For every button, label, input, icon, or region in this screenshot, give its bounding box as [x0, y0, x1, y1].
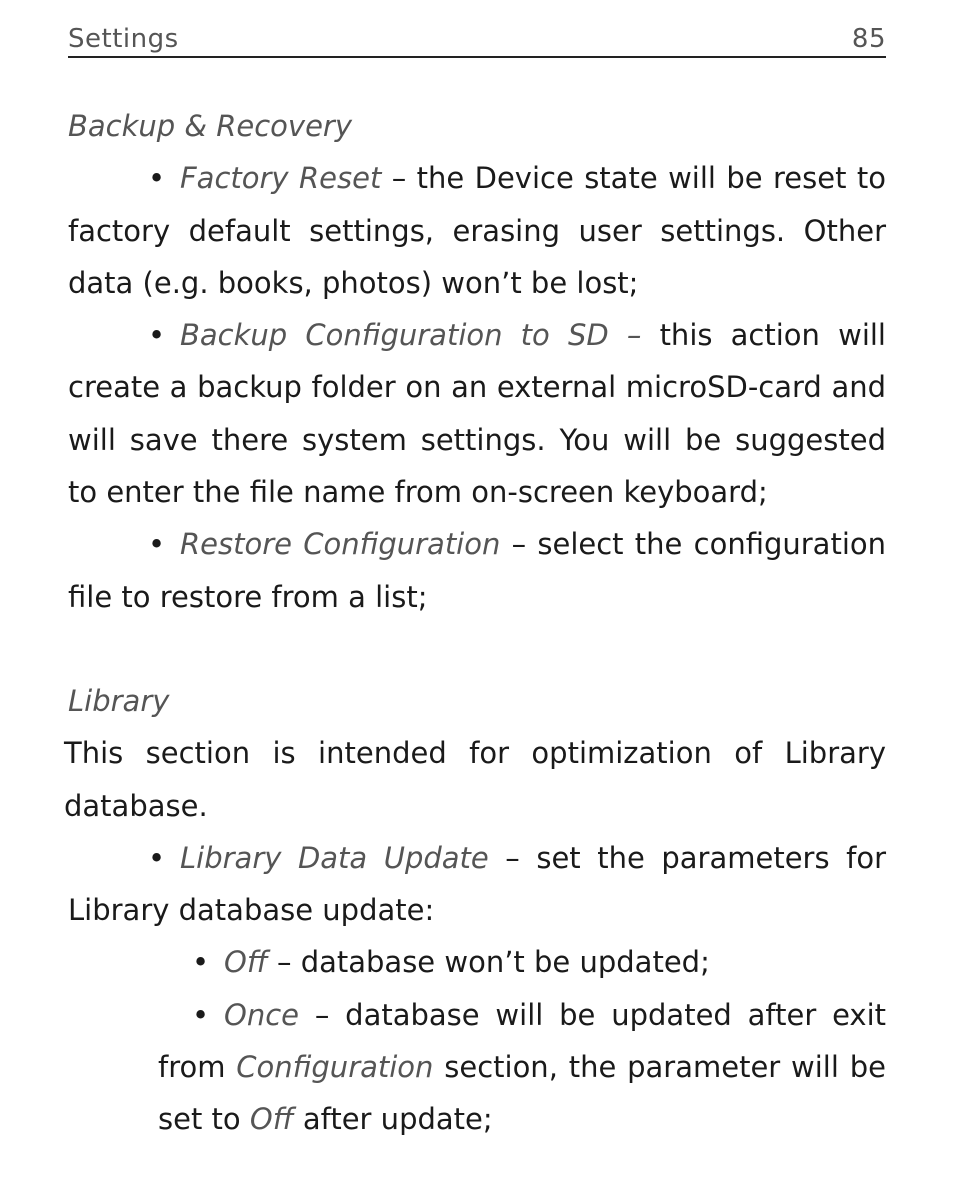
- list-item-library-data-update: [68, 832, 886, 937]
- bullet-icon: •: [148, 318, 166, 353]
- term-once: Once: [224, 997, 299, 1032]
- library-intro: This section is intended for optimization of Library database.: [64, 736, 886, 823]
- description-once-b: section, the parameter will be set to: [158, 1050, 886, 1137]
- bullet-icon: •: [192, 997, 210, 1032]
- term-off: Off: [224, 945, 268, 980]
- header-section-title: Settings: [68, 24, 179, 54]
- list-item-restore-configuration: [68, 518, 886, 623]
- section-heading-backup: Backup & Recovery: [68, 109, 353, 143]
- term-restore-configuration: Restore Configuration: [180, 527, 501, 562]
- term-backup-configuration: Backup Configuration to SD –: [180, 318, 642, 353]
- term-factory-reset: Factory Reset: [180, 161, 382, 196]
- term-library-data-update: Library Data Update: [180, 840, 489, 875]
- bullet-icon: •: [148, 527, 166, 562]
- list-item-factory-reset: [68, 152, 886, 309]
- bullet-icon: •: [148, 840, 166, 875]
- page-content: [64, 100, 886, 1146]
- manual-page: [64, 0, 886, 1185]
- description-off: – database won’t be updated;: [267, 945, 710, 980]
- list-item-backup-configuration: [68, 309, 886, 518]
- description-restore-configuration: – select the configuration file to restore from a list;: [68, 527, 886, 614]
- description-library-data-update: – set the parameters for Library database update:: [68, 840, 886, 928]
- sub-item-off: [158, 936, 886, 988]
- sub-item-once: [158, 989, 886, 1146]
- section-spacer: [68, 623, 886, 675]
- running-header: [68, 22, 886, 58]
- bullet-icon: •: [192, 945, 210, 980]
- description-factory-reset: – the Device state will be reset to factory default settings, erasing user settings. Other data (e.g. books, photos) won’t be lost;: [68, 161, 886, 300]
- bullet-icon: •: [148, 161, 166, 196]
- section-heading-library: Library: [68, 683, 170, 718]
- description-backup-configuration: this action will create a backup folder on an external microSD-card and will save there system settings. You will be suggested to enter the file name from on-screen keyboard;: [68, 318, 886, 510]
- description-once-a: – database will be updated after exit from: [158, 997, 886, 1085]
- term-off-inline: Off: [249, 1102, 294, 1137]
- page-number: 85: [851, 24, 886, 54]
- description-once-c: after update;: [293, 1102, 493, 1137]
- term-configuration: Configuration: [236, 1050, 434, 1085]
